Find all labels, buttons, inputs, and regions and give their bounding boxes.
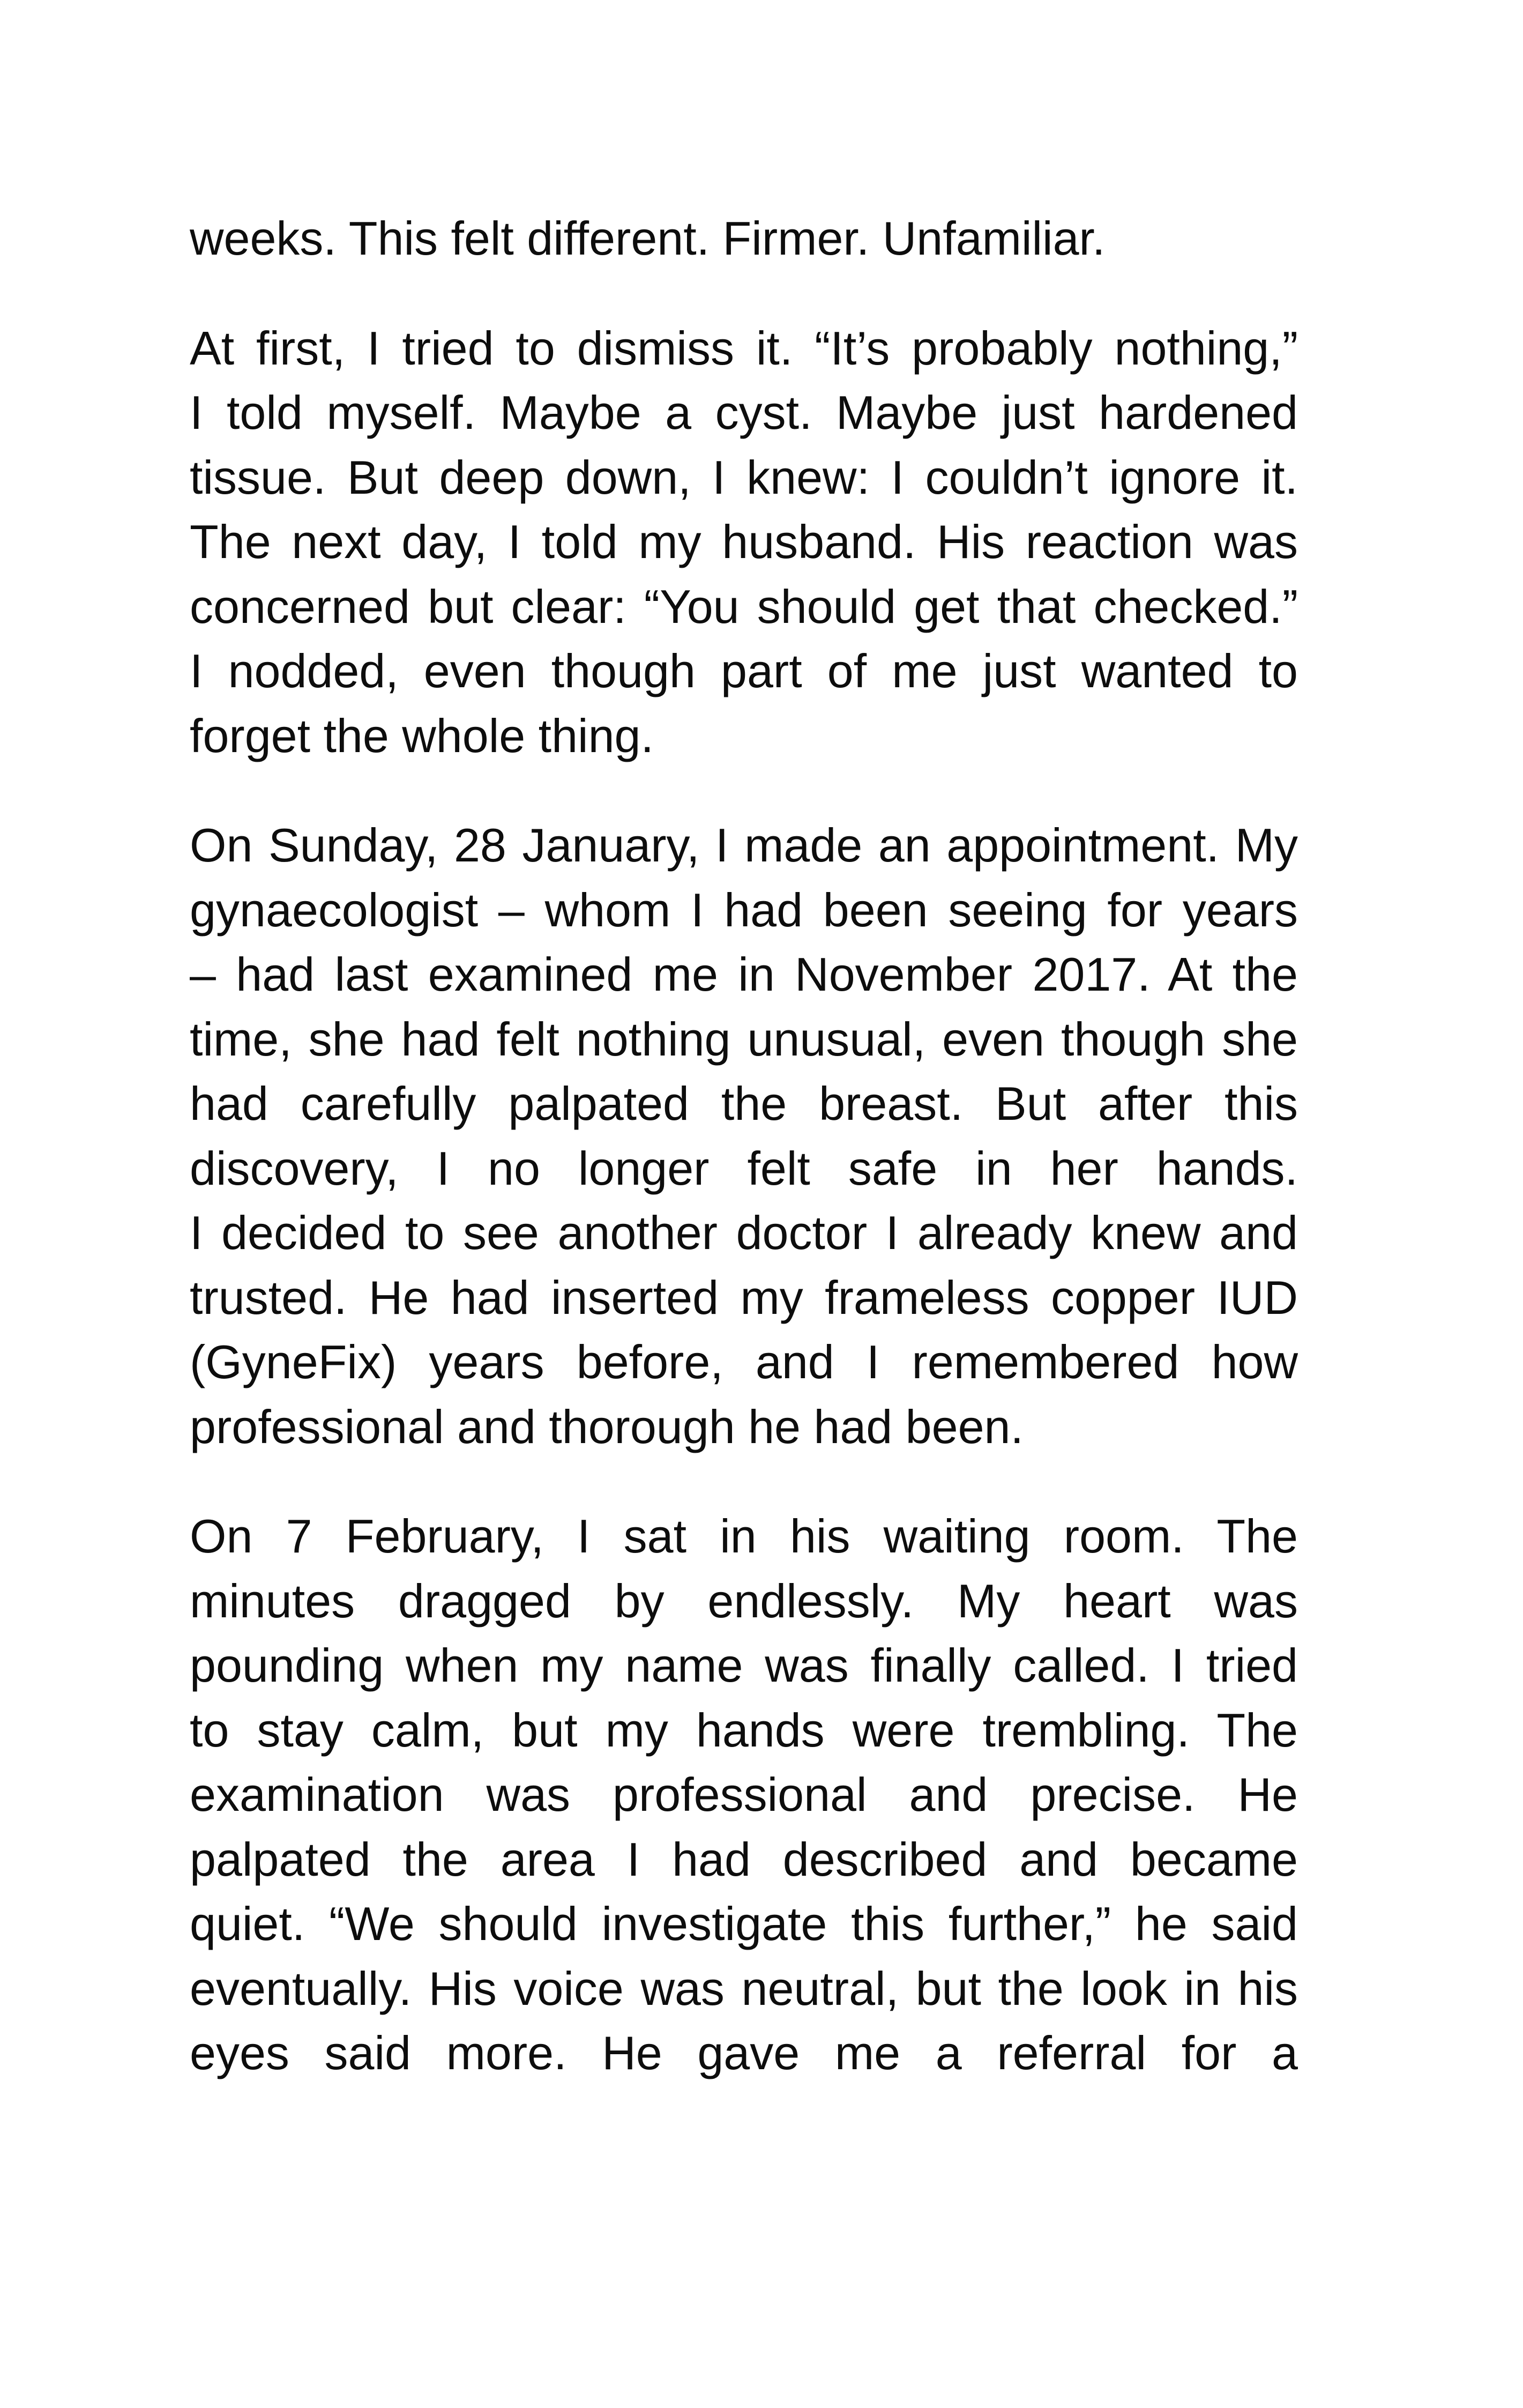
text-line: time, she had felt nothing unusual, even though she bbox=[190, 1012, 1298, 1066]
text-line: eventually. His voice was neutral, but the look in his bbox=[190, 1961, 1298, 2015]
text-line: At first, I tried to dismiss it. “It’s probably nothing,” bbox=[190, 321, 1298, 375]
text-line: The next day, I told my husband. His reaction was bbox=[190, 515, 1298, 568]
text-line: quiet. “We should investigate this further,” he said bbox=[190, 1897, 1298, 1950]
text-line: weeks. This felt different. Firmer. Unfamiliar. bbox=[190, 212, 1106, 265]
paragraph-continuation bbox=[190, 206, 1298, 271]
text-line: I nodded, even though part of me just wanted to bbox=[190, 644, 1298, 697]
text-line: minutes dragged by endlessly. My heart was bbox=[190, 1574, 1298, 1627]
text-line: – had last examined me in November 2017. At the bbox=[190, 948, 1298, 1001]
text-line: I told myself. Maybe a cyst. Maybe just hardened bbox=[190, 386, 1298, 439]
text-line: pounding when my name was finally called. I tried bbox=[190, 1639, 1298, 1692]
body-text bbox=[190, 206, 1298, 2086]
paragraph-appointment bbox=[190, 813, 1298, 1459]
text-line: palpated the area I had described and became bbox=[190, 1832, 1298, 1886]
text-line: tissue. But deep down, I knew: I couldn’t ignore it. bbox=[190, 450, 1298, 504]
text-line: forget the whole thing. bbox=[190, 709, 654, 762]
text-line: eyes said more. He gave me a referral for a bbox=[190, 2026, 1298, 2079]
text-line: (GyneFix) years before, and I remembered how bbox=[190, 1335, 1298, 1388]
text-line: I decided to see another doctor I already knew and bbox=[190, 1206, 1298, 1259]
text-line: to stay calm, but my hands were trembling. The bbox=[190, 1703, 1298, 1757]
text-line: professional and thorough he had been. bbox=[190, 1400, 1024, 1453]
paragraph-dismissal bbox=[190, 316, 1298, 769]
text-line: had carefully palpated the breast. But after this bbox=[190, 1077, 1298, 1130]
text-line: trusted. He had inserted my frameless copper IUD bbox=[190, 1270, 1298, 1324]
text-line: gynaecologist – whom I had been seeing for years bbox=[190, 883, 1298, 937]
text-line: discovery, I no longer felt safe in her hands. bbox=[190, 1141, 1298, 1195]
text-line: On 7 February, I sat in his waiting room. The bbox=[190, 1510, 1298, 1563]
text-line: On Sunday, 28 January, I made an appointment. My bbox=[190, 819, 1298, 872]
paragraph-examination bbox=[190, 1504, 1298, 2086]
text-line: concerned but clear: “You should get that checked.” bbox=[190, 579, 1298, 633]
text-line: examination was professional and precise. He bbox=[190, 1768, 1298, 1821]
